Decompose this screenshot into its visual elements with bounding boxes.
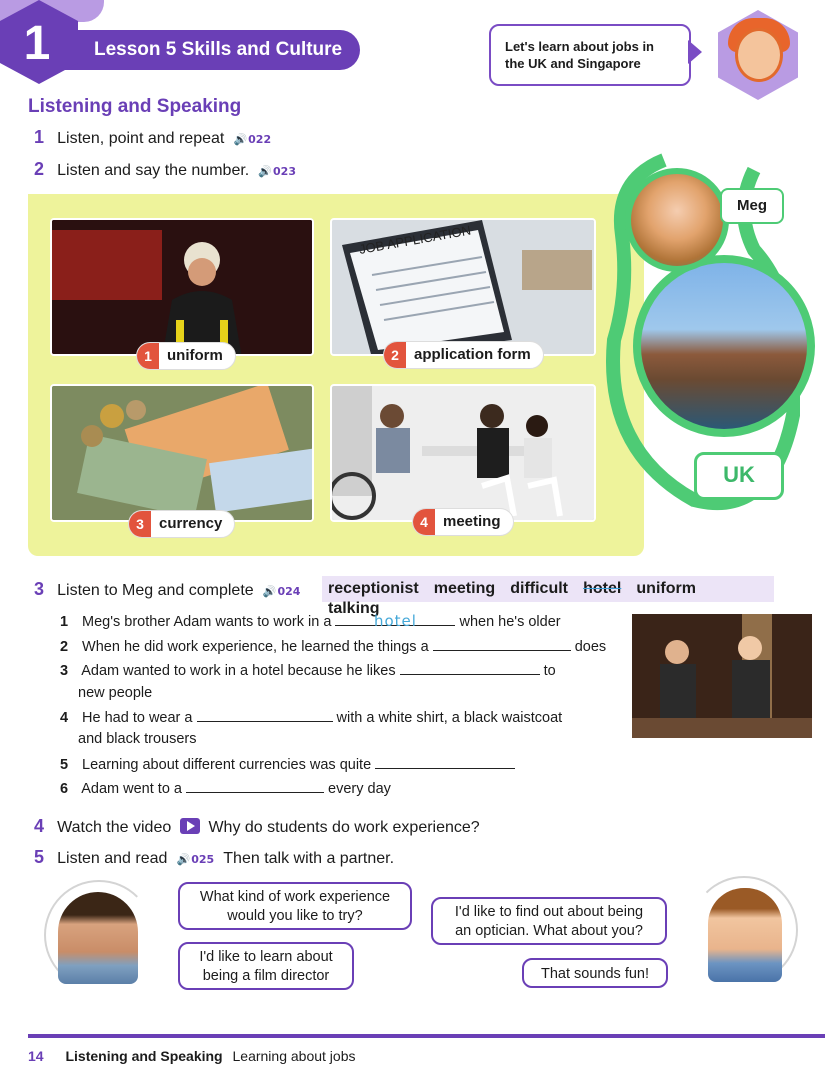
activity-2 [34, 159, 296, 180]
laptop-illustration [332, 220, 596, 356]
picture-label-2 [383, 341, 544, 369]
unit-number: 1 [23, 17, 51, 70]
word-bank-item: talking [328, 600, 380, 617]
sentence-text: Learning about different currencies was quite [82, 757, 372, 773]
sentence-text: When he did work experience, he learned the things a [82, 639, 429, 655]
photo-currency [50, 384, 314, 522]
sentence-text: He had to wear a [82, 710, 193, 726]
audio-icon[interactable]: 🔊 [262, 585, 277, 598]
picture-number: 3 [129, 511, 151, 537]
picture-label-text: application form [414, 346, 531, 363]
sentence-5 [60, 755, 515, 773]
picture-number: 4 [413, 509, 435, 535]
answer-blank[interactable] [186, 779, 324, 793]
mascot-face [735, 28, 783, 82]
sentence-number: 3 [60, 663, 69, 679]
activity-3-text: Listen to Meg and complete [57, 582, 254, 599]
sentence-6 [60, 779, 391, 797]
speech-line: What kind of work experience [199, 889, 391, 905]
girl-avatar [58, 892, 138, 984]
meg-avatar [625, 168, 729, 272]
intro-line-1: Let's learn about jobs in [505, 39, 654, 54]
footer-section: Listening and Speaking [65, 1048, 223, 1064]
country-label: UK [694, 452, 784, 500]
sentence-text: when he's older [459, 614, 561, 630]
section-title: Listening and Speaking [28, 96, 242, 117]
photo-application-form [330, 218, 596, 356]
sentence-number: 1 [60, 614, 69, 630]
activity-2-number: 2 [34, 159, 45, 179]
girl-speech-2 [178, 942, 354, 990]
handwritten-answer: hotel [373, 612, 417, 630]
picture-label-3 [128, 510, 235, 538]
intro-speech-bubble [489, 24, 691, 86]
sentence-text: Adam went to a [81, 781, 182, 797]
sentence-text: every day [328, 781, 391, 797]
word-bank [322, 576, 774, 617]
sentence-2 [60, 637, 606, 655]
sentence-number: 4 [60, 710, 69, 726]
activity-5-prefix: Listen and read [57, 850, 168, 867]
sentence-number: 5 [60, 757, 69, 773]
activity-4-text: Why do students do work experience? [208, 819, 480, 836]
activity-4 [34, 816, 480, 837]
sentence-3-continued: new people [78, 685, 153, 701]
footer [28, 1048, 356, 1064]
speech-bubble-tail [688, 40, 702, 64]
sentence-number: 6 [60, 781, 69, 797]
answer-blank[interactable] [433, 637, 571, 651]
speech-line: an optician. What about you? [455, 923, 643, 939]
audio-icon[interactable]: 🔊 [258, 165, 273, 178]
reception-illustration [632, 614, 812, 738]
sentence-text: Meg's brother Adam wants to work in a [82, 614, 332, 630]
speech-line: I'd like to learn about [199, 949, 333, 965]
sentence-4-continued: and black trousers [78, 731, 197, 747]
answer-blank[interactable] [400, 661, 540, 675]
picture-number: 1 [137, 343, 159, 369]
page-number: 14 [28, 1048, 44, 1064]
speech-line: being a film director [202, 968, 330, 984]
job-application-text: JOB APPLICATION [357, 222, 472, 257]
currency-illustration [52, 386, 314, 522]
activity-1-number: 1 [34, 127, 45, 147]
answer-blank[interactable] [335, 612, 455, 630]
answer-blank[interactable] [375, 755, 515, 769]
answer-blank[interactable] [197, 708, 333, 722]
audio-track: 025 [191, 853, 215, 866]
picture-label-text: currency [159, 515, 223, 532]
audio-track: 024 [277, 585, 301, 598]
activity-3 [34, 579, 300, 600]
activity-1 [34, 127, 271, 148]
speech-line: would you like to try? [227, 908, 363, 924]
meg-label: Meg [720, 188, 784, 224]
speech-line: I'd like to find out about being [454, 904, 644, 920]
footer-rule [28, 1034, 825, 1038]
boy-speech-2: That sounds fun! [522, 958, 668, 988]
audio-track: 022 [248, 133, 272, 146]
picture-number: 2 [384, 342, 406, 368]
sentence-1 [60, 612, 561, 630]
photo-firefighter [50, 218, 314, 356]
activity-1-text: Listen, point and repeat [57, 130, 225, 147]
activity-3-number: 3 [34, 579, 45, 599]
word-bank-item: meeting [433, 580, 496, 597]
sentence-number: 2 [60, 639, 69, 655]
picture-label-1 [136, 342, 236, 370]
word-bank-item-used: hotel [583, 580, 622, 597]
sentence-text: to [543, 663, 556, 679]
picture-label-text: uniform [167, 347, 223, 364]
photo-hotel-reception [632, 614, 812, 738]
intro-line-2: the UK and Singapore [505, 56, 641, 71]
photo-meeting [330, 384, 596, 522]
meeting-illustration [332, 386, 596, 522]
sentence-4 [60, 708, 562, 726]
footer-topic: Learning about jobs [232, 1048, 356, 1064]
sentence-text: does [574, 639, 607, 655]
activity-5-number: 5 [34, 847, 45, 867]
audio-icon[interactable]: 🔊 [233, 133, 248, 146]
firefighter-illustration [52, 220, 314, 356]
activity-4-prefix: Watch the video [57, 819, 172, 836]
boy-speech-1 [431, 897, 667, 945]
girl-speech-1 [178, 882, 412, 930]
boy-avatar [708, 888, 782, 982]
word-bank-item: difficult [510, 580, 568, 597]
lesson-title: Lesson 5 Skills and Culture [42, 30, 360, 70]
sentence-3 [60, 661, 556, 679]
activity-2-text: Listen and say the number. [57, 162, 250, 179]
activity-5-text: Then talk with a partner. [223, 850, 395, 867]
audio-track: 023 [273, 165, 296, 178]
picture-label-4 [412, 508, 514, 536]
activity-5 [34, 847, 394, 868]
sentence-text: with a white shirt, a black waistcoat [336, 710, 563, 726]
word-bank-item: receptionist [328, 580, 419, 597]
picture-label-text: meeting [443, 513, 501, 530]
word-bank-item: uniform [636, 580, 696, 597]
sentence-text: Adam wanted to work in a hotel because he likes [81, 663, 396, 679]
video-play-icon[interactable] [180, 818, 200, 834]
audio-icon[interactable]: 🔊 [176, 853, 191, 866]
photo-uk-city [633, 255, 815, 437]
activity-4-number: 4 [34, 816, 45, 836]
